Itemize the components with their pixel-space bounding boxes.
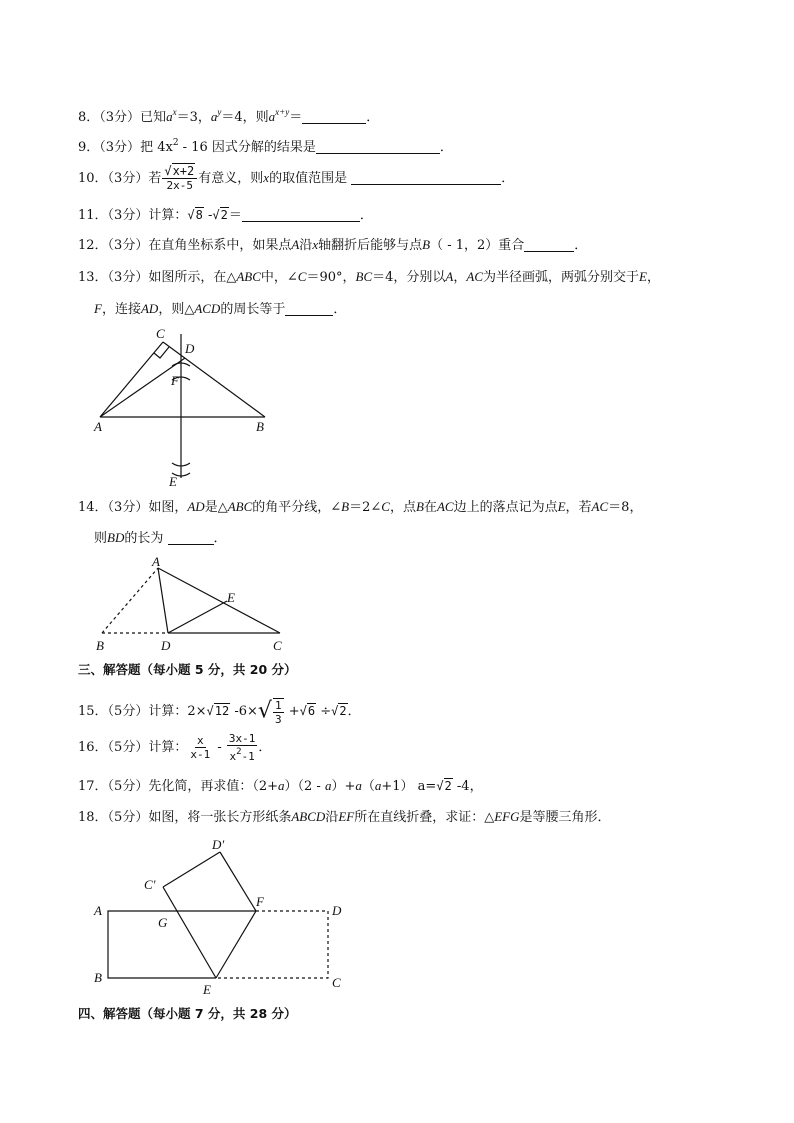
question-13: 13．（3分）如图所示，在△ABC中，∠C＝90°，BC＝4，分别以A，AC为半径画弧，两弧分别交于E， (78, 269, 660, 285)
figure-q13 (80, 322, 290, 494)
question-12: 12．（3分）在直角坐标系中，如果点A沿x轴翻折后能够与点B（ - 1，2）重合 ． (78, 237, 588, 253)
question-15: 15．（5分）计算：2×√12 -6×√ $\frac{1}{3}$ +√6 ÷√2． (78, 698, 361, 726)
label-A: A (94, 419, 102, 434)
label-C: C (332, 975, 341, 990)
question-11: 11．（3分）计算：√8 -√2＝ ． (78, 208, 373, 223)
question-9: 9．（3分）把 $4x^2 - 16$ 因式分解的结果是 ． (78, 138, 453, 155)
question-14-cont: 则BD的长为 ． (94, 530, 227, 546)
answer-blank (168, 530, 214, 545)
label-F: F (256, 894, 264, 909)
figure-q14 (90, 554, 290, 656)
label-C: C (156, 326, 165, 341)
label-C: C (273, 638, 282, 653)
label-D: D (185, 341, 195, 356)
figure-q18 (88, 832, 358, 998)
answer-blank (351, 170, 501, 185)
label-B: B (256, 419, 264, 434)
label-B: B (94, 970, 102, 985)
question-8: 8．（3分）已知$a^x=3$，$a^y=4$，则$a^{x+y}=$ ． (78, 107, 380, 125)
question-13-cont: F，连接AD，则△ACD的周长等于 ． (94, 301, 347, 317)
fraction: $\frac{√x+2}{2x-5}$ (162, 165, 197, 192)
section-4-heading: 四、解答题（每小题 7 分，共 28 分） (78, 1006, 297, 1021)
label-F: F (171, 373, 179, 388)
label-A: A (152, 554, 160, 569)
label-G: G (158, 915, 168, 930)
label-E: E (169, 474, 177, 489)
label-D: D (332, 903, 342, 918)
label-B: B (96, 638, 104, 653)
question-10: 10．（3分）若 $\frac{√x+2}{2x-5}$ 有意义，则x的取值范围是 ． (78, 164, 515, 192)
answer-blank (316, 139, 440, 154)
label-D: D (161, 638, 171, 653)
answer-blank (285, 301, 333, 316)
question-14: 14．（3分）如图，AD是△ABC的角平分线，∠B＝2∠C，点B在AC边上的落点记为点E，若AC＝8， (78, 499, 643, 515)
section-3-heading: 三、解答题（每小题 5 分，共 20 分） (78, 662, 297, 677)
answer-blank (242, 207, 360, 222)
label-D-prime: D′ (212, 837, 225, 852)
question-17: 17．（5分）先化简，再求值：（2+a）（2 - a）+a（a+1） a=√2 -4， (78, 778, 483, 794)
answer-blank (524, 237, 574, 252)
label-A: A (94, 903, 102, 918)
question-16: 16．（5分）计算： $\frac{x}{x-1}$ - $\frac{3x-1}{x^2-1}$ ． (78, 732, 272, 763)
question-18: 18．（5分）如图，将一张长方形纸条ABCD沿EF所在直线折叠，求证：△EFG是等腰三角形． (78, 809, 611, 825)
label-E: E (203, 982, 211, 997)
label-C-prime: C′ (144, 877, 156, 892)
answer-blank (302, 109, 366, 124)
label-E: E (227, 590, 235, 605)
